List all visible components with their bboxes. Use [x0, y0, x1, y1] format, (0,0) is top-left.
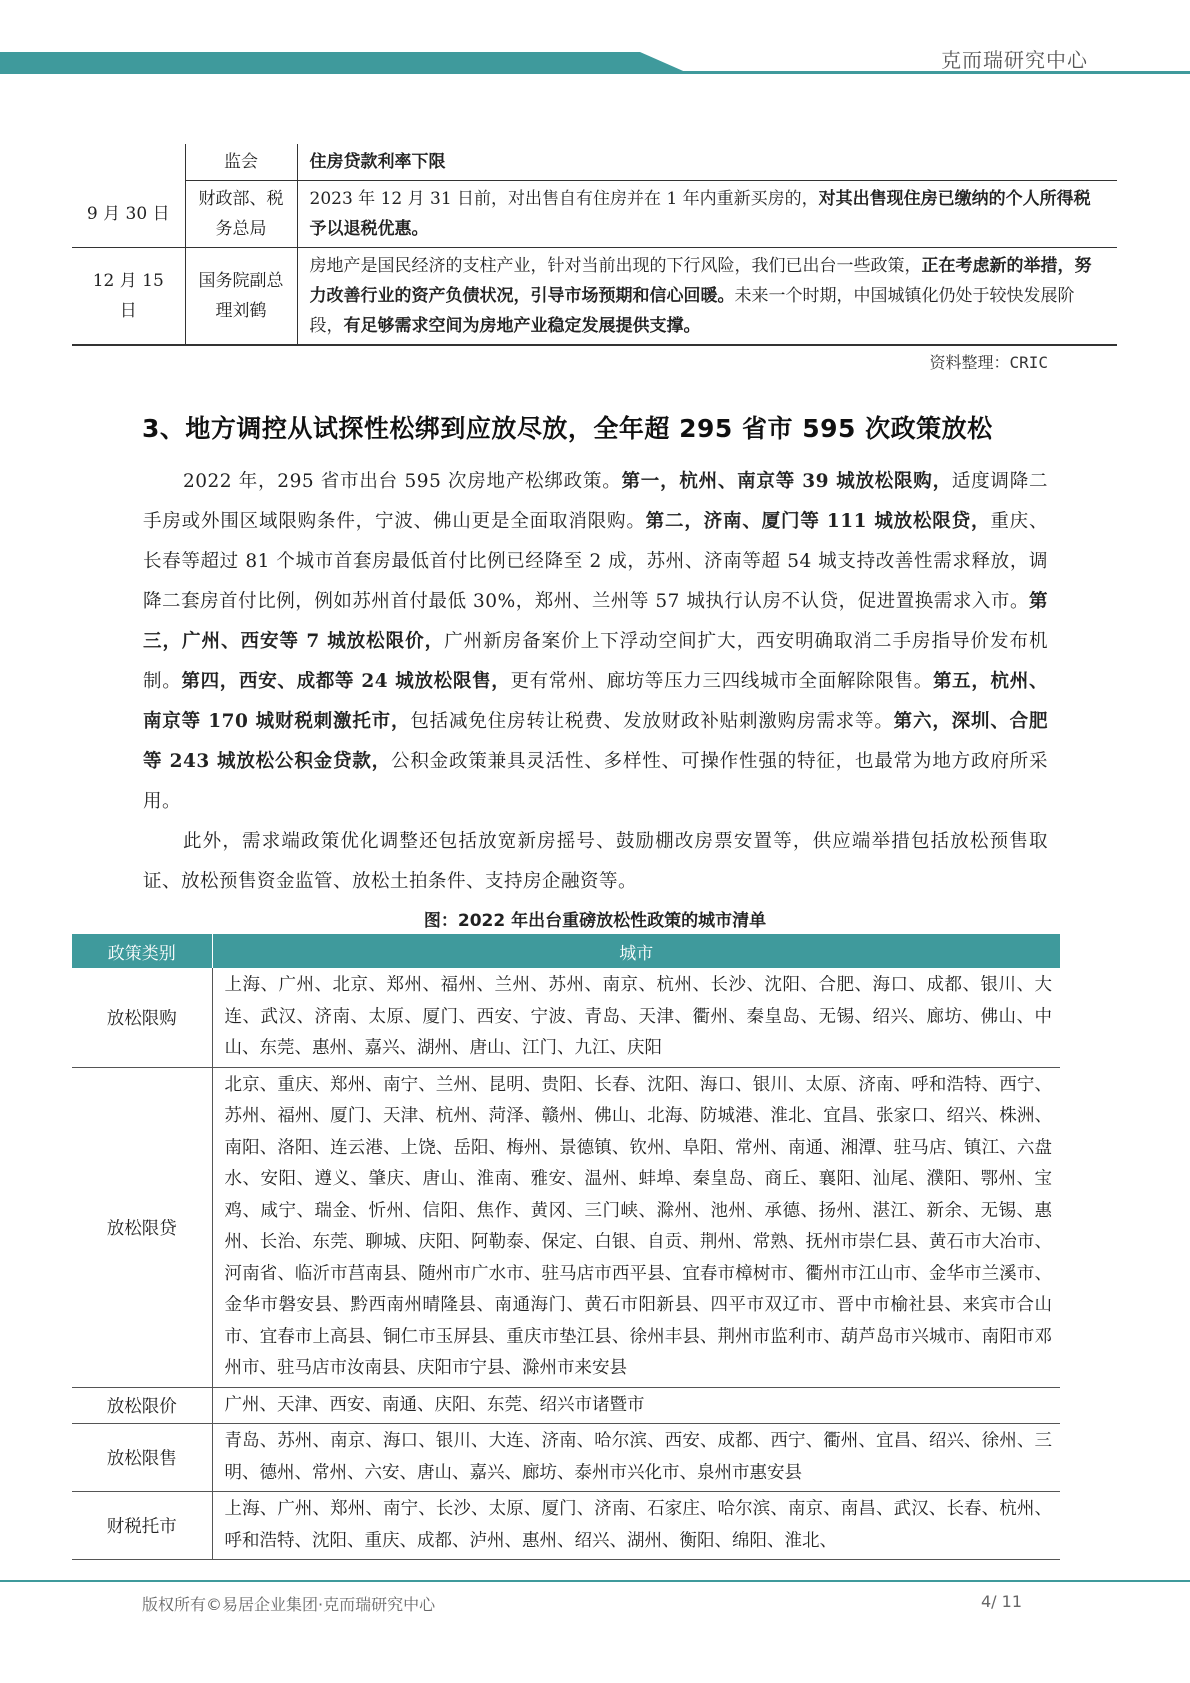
date-cell: 12 月 15 日: [72, 248, 185, 346]
body-paragraph: 2022 年，295 省市出台 595 次房地产松绑政策。第一，杭州、南京等 39 城放松限购，适度调降二手房或外围区域限购条件，宁波、佛山更是全面取消限购。第二，济南、厦门等 111 城放松限贷，重庆、长春等超过 81 个城市首套房最低首付比例已经降至 2 成，苏州、济南等超 54 城支持改善性需求释放，调降二套房首付比例，例如苏州首付最低 30%，郑州、兰州等 57 城执行认房不认贷，促进置换需求入市。第三，广州、西安等 7 城放松限价，广州新房备案价上下浮动空间扩大，西安明确取消二手房指导价发布机制。第四，西安、成都等 24 城放松限售，更有常州、廊坊等压力三四线城市全面解除限售。第五，杭州、南京等 170 城财税刺激托市，包括减免住房转让税费、发放财政补贴刺激购房需求等。第六，深圳、合肥等 243 城放松公积金贷款，公积金政策兼具灵活性、多样性、可操作性强的特征，也最常为地方政府所采用。: [143, 471, 1048, 812]
page-number: 4/ 11: [980, 1592, 1022, 1611]
category-cell: 放松限购: [72, 968, 212, 1067]
cities-cell: 广州、天津、西安、南通、庆阳、东莞、绍兴市诸暨市: [212, 1387, 1060, 1424]
policy-text-cell: 住房贷款利率下限: [297, 144, 1117, 181]
section-heading: 3、地方调控从试探性松绑到应放尽放，全年超 295 省市 595 次政策放松: [142, 414, 993, 443]
policy-text-cell: 房地产是国民经济的支柱产业，针对当前出现的下行风险，我们已出台一些政策，正在考虑新的举措，努力改善行业的资产负债状况，引导市场预期和信心回暖。未来一个时期，中国城镇化仍处于较快发展阶段，有足够需求空间为房地产业稳定发展提供支撑。: [297, 248, 1117, 346]
cities-cell: 青岛、苏州、南京、海口、银川、大连、济南、哈尔滨、西安、成都、西宁、衢州、宜昌、绍兴、徐州、三明、德州、常州、六安、唐山、嘉兴、廊坊、泰州市兴化市、泉州市惠安县: [212, 1424, 1060, 1492]
table-row: [72, 1424, 1060, 1492]
date-cell: 9 月 30 日: [72, 181, 185, 248]
org-cell: 国务院副总理刘鹤: [185, 248, 297, 346]
table-row: [72, 1067, 1060, 1387]
date-cell: [72, 144, 185, 181]
figure-title: 图：2022 年出台重磅放松性政策的城市清单: [423, 911, 767, 931]
cities-cell: 上海、广州、郑州、南宁、长沙、太原、厦门、济南、石家庄、哈尔滨、南京、南昌、武汉、长春、杭州、呼和浩特、沈阳、重庆、成都、泸州、惠州、绍兴、湖州、衡阳、绵阳、淮北、: [212, 1492, 1060, 1560]
city-policy-table: [72, 934, 1060, 1560]
category-cell: 放松限售: [72, 1424, 212, 1492]
header-title: 克而瑞研究中心: [941, 48, 1088, 72]
cities-cell: 北京、重庆、郑州、南宁、兰州、昆明、贵阳、长春、沈阳、海口、银川、太原、济南、呼和浩特、西宁、苏州、福州、厦门、天津、杭州、菏泽、赣州、佛山、北海、防城港、淮北、宜昌、张家口、绍兴、株洲、南阳、洛阳、连云港、上饶、岳阳、梅州、景德镇、钦州、阜阳、常州、南通、湘潭、驻马店、镇江、六盘水、安阳、遵义、肇庆、唐山、淮南、雅安、温州、蚌埠、秦皇岛、商丘、襄阳、汕尾、濮阳、鄂州、宝鸡、咸宁、瑞金、忻州、信阳、焦作、黄冈、三门峡、滁州、池州、承德、扬州、湛江、新余、无锡、惠州、长治、东莞、聊城、庆阳、阿勒泰、保定、白银、自贡、荆州、常熟、抚州市崇仁县、黄石市大冶市、河南省、临沂市莒南县、随州市广水市、驻马店市西平县、宜春市樟树市、衢州市江山市、金华市兰溪市、金华市磐安县、黔西南州晴隆县、南通海门、黄石市阳新县、四平市双辽市、晋中市榆社县、来宾市合山市、宜春市上高县、铜仁市玉屏县、重庆市垫江县、徐州丰县、荆州市监利市、葫芦岛市兴城市、南阳市邓州市、驻马店市汝南县、庆阳市宁县、滁州市来安县: [212, 1067, 1060, 1387]
category-cell: 财税托市: [72, 1492, 212, 1560]
footer-divider: [0, 1580, 1190, 1582]
header-cities: 城市: [212, 934, 1060, 968]
policy-timeline-table: [72, 144, 1117, 346]
footer-copyright: 版权所有©易居企业集团·克而瑞研究中心: [142, 1595, 436, 1614]
org-cell: 监会: [185, 144, 297, 181]
category-cell: 放松限贷: [72, 1067, 212, 1387]
category-cell: 放松限价: [72, 1387, 212, 1424]
table-row: [72, 144, 1117, 181]
table-row: [72, 248, 1117, 346]
table-row: [72, 1387, 1060, 1424]
policy-text-cell: 2023 年 12 月 31 日前，对出售自有住房并在 1 年内重新买房的，对其出售现住房已缴纳的个人所得税予以退税优惠。: [297, 181, 1117, 248]
body-paragraph: 此外，需求端政策优化调整还包括放宽新房摇号、鼓励棚改房票安置等，供应端举措包括放松预售取证、放松预售资金监管、放松土拍条件、支持房企融资等。: [143, 831, 1048, 892]
cities-cell: 上海、广州、北京、郑州、福州、兰州、苏州、南京、杭州、长沙、沈阳、合肥、海口、成都、银川、大连、武汉、济南、太原、厦门、西安、宁波、青岛、天津、衢州、秦皇岛、无锡、绍兴、廊坊、佛山、中山、东莞、惠州、嘉兴、湖州、唐山、江门、九江、庆阳: [212, 968, 1060, 1067]
table-row: [72, 968, 1060, 1067]
source-note: 资料整理：CRIC: [929, 353, 1048, 372]
header-category: 政策类别: [72, 934, 212, 968]
table-header-row: [72, 934, 1060, 968]
table-row: [72, 181, 1117, 248]
table-row: [72, 1492, 1060, 1560]
org-cell: 财政部、税务总局: [185, 181, 297, 248]
